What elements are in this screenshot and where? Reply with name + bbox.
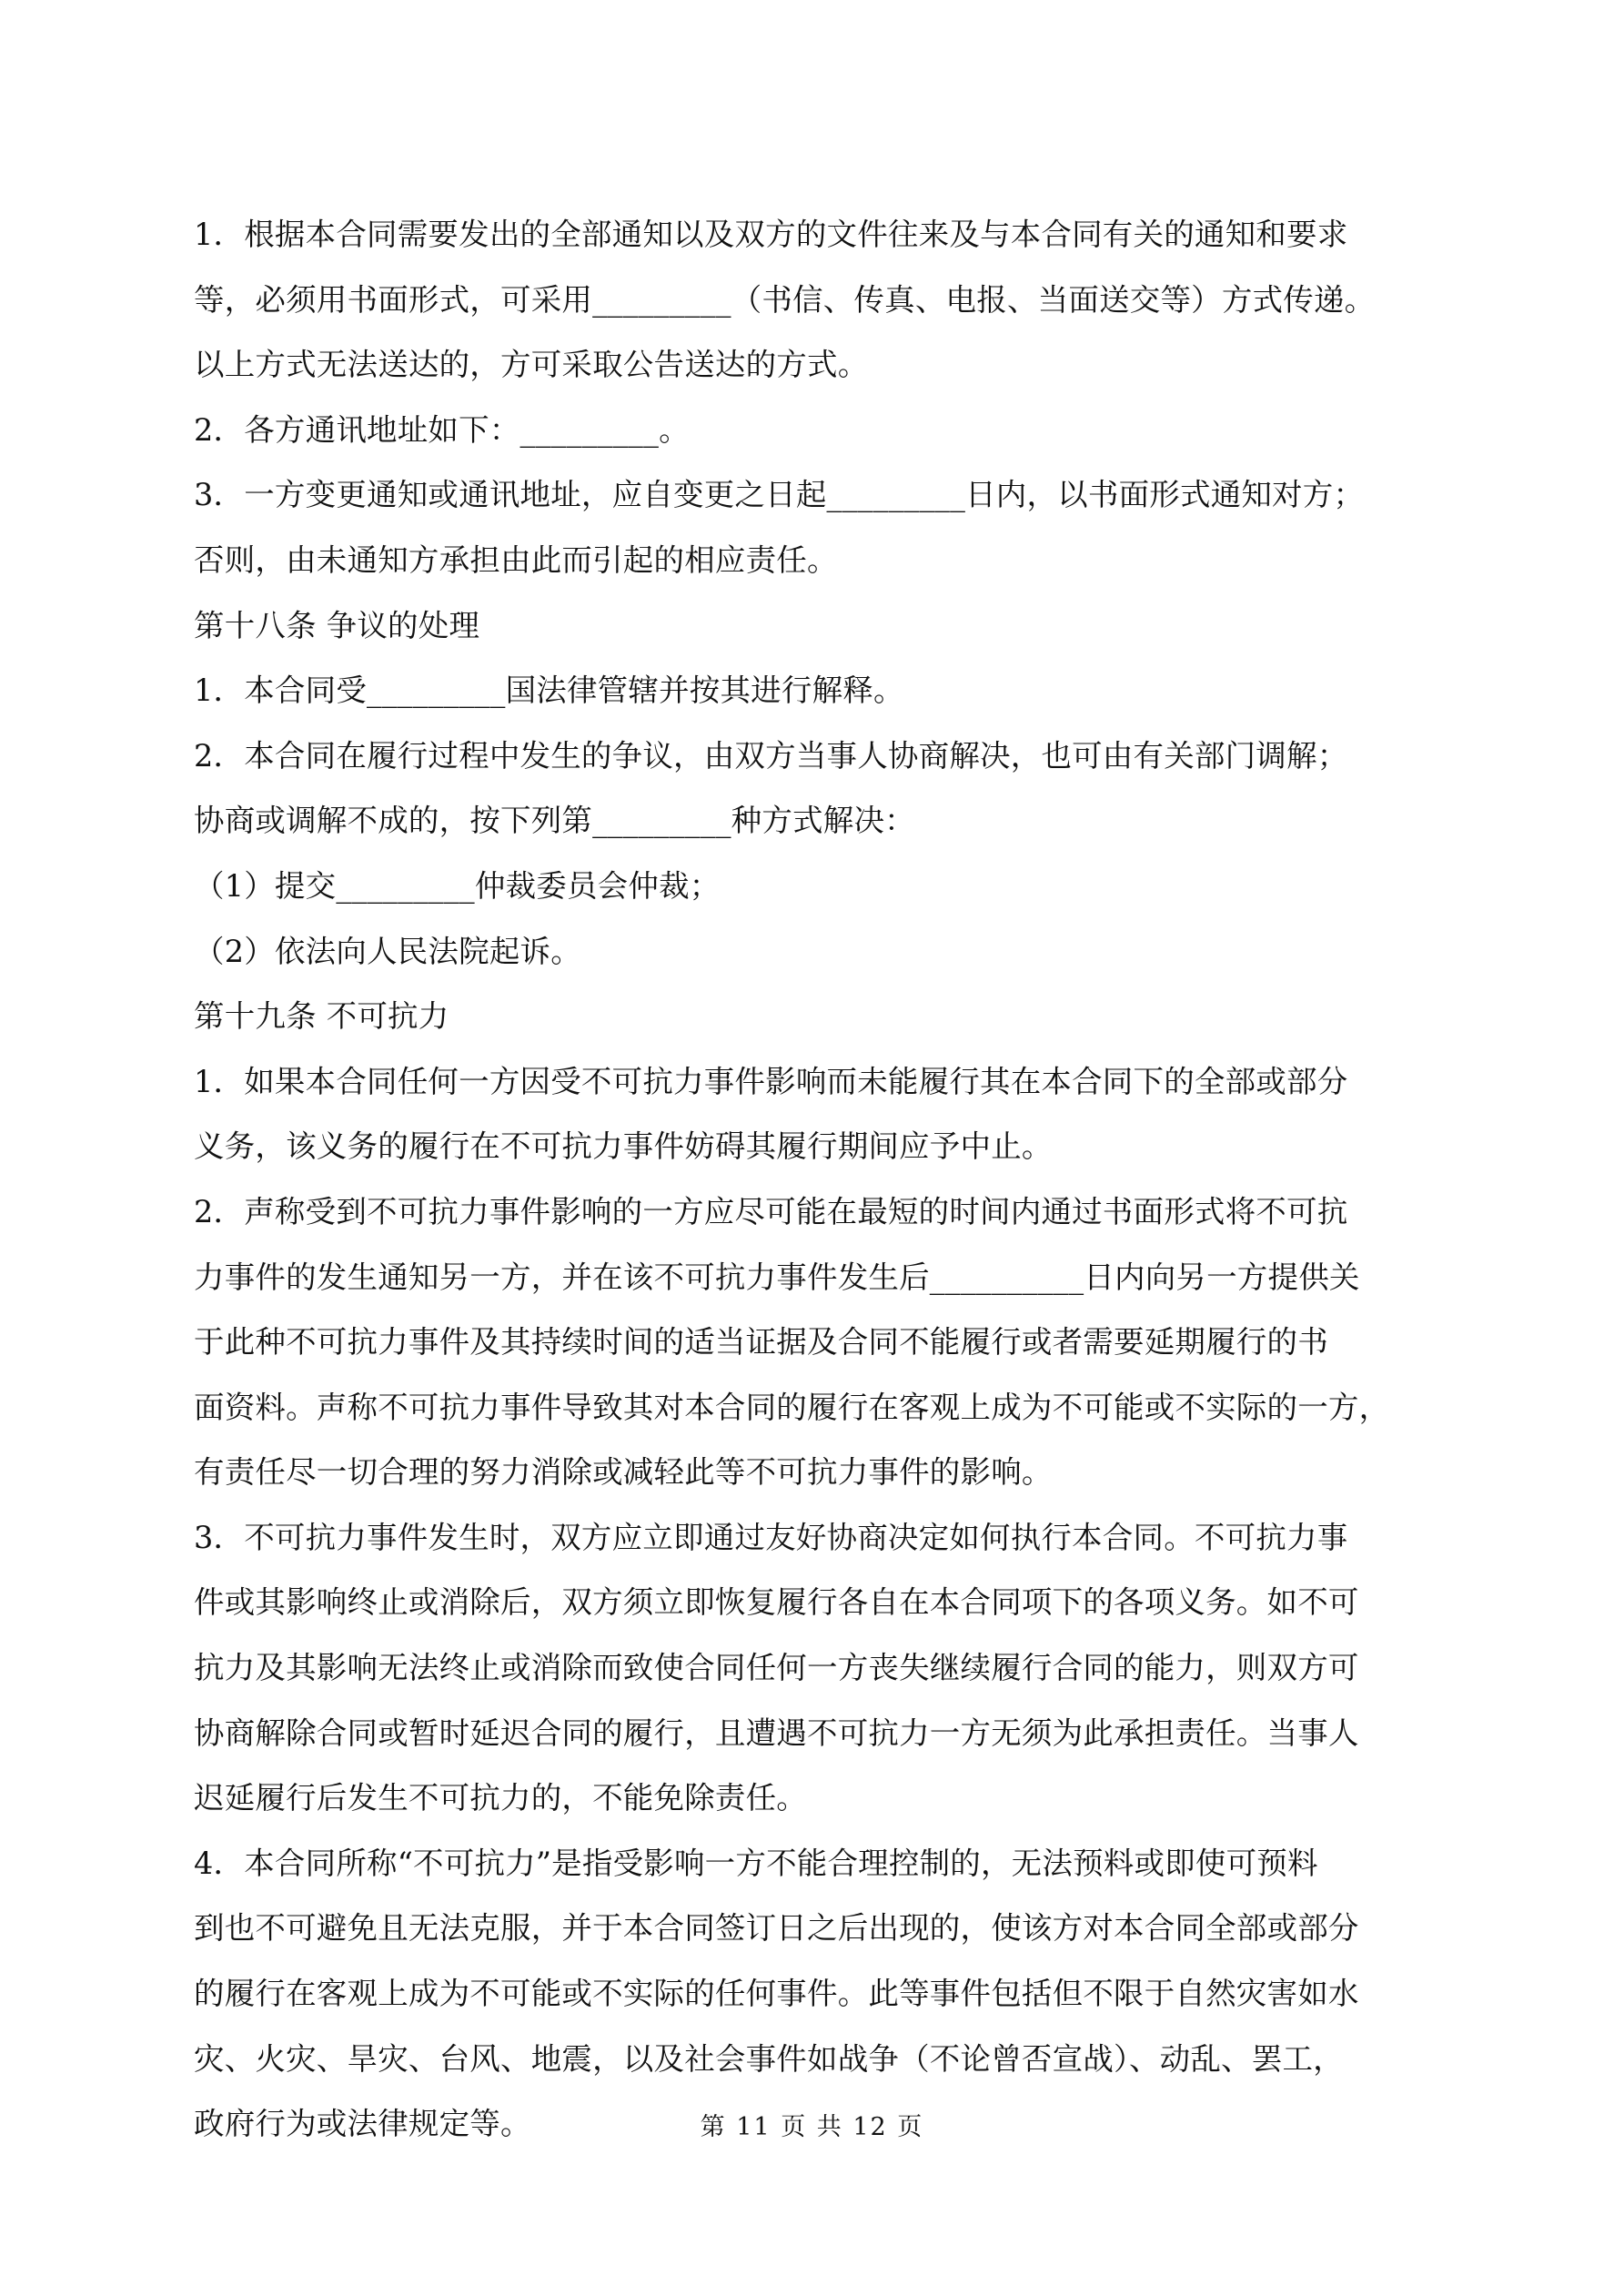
page-number-footer: 第 11 页 共 12 页 bbox=[700, 2113, 924, 2141]
text-line: 以上方式无法送达的，方可采取公告送达的方式。 bbox=[194, 347, 869, 383]
text-line: 4．本合同所称“不可抗力”是指受影响一方不能合理控制的，无法预料或即使可预料 bbox=[194, 1845, 1318, 1881]
text-line: 件或其影响终止或消除后，双方须立即恢复履行各自在本合同项下的各项义务。如不可 bbox=[194, 1584, 1359, 1621]
section-heading: 第十九条 不可抗力 bbox=[194, 998, 449, 1035]
section-heading: 第十八条 争议的处理 bbox=[194, 607, 480, 643]
text-line: 的履行在客观上成为不可能或不实际的任何事件。此等事件包括但不限于自然灾害如水 bbox=[194, 1976, 1359, 2012]
text-line: 灾、火灾、旱灾、台风、地震，以及社会事件如战争（不论曾否宣战）、动乱、罢工， bbox=[194, 2040, 1344, 2077]
text-line: 协商或调解不成的，按下列第_________种方式解决： bbox=[194, 803, 915, 839]
text-line: 3．一方变更通知或通讯地址，应自变更之日起_________日内，以书面形式通知对方； bbox=[194, 477, 1365, 513]
text-line: 3．不可抗力事件发生时，双方应立即通过友好协商决定如何执行本合同。不可抗力事 bbox=[194, 1519, 1348, 1555]
text-line: 1．根据本合同需要发出的全部通知以及双方的文件往来及与本合同有关的通知和要求 bbox=[194, 217, 1348, 252]
text-line: 到也不可避免且无法克服，并于本合同签订日之后出现的，使该方对本合同全部或部分 bbox=[194, 1910, 1359, 1947]
text-line: 有责任尽一切合理的努力消除或减轻此等不可抗力事件的影响。 bbox=[194, 1454, 1053, 1491]
text-line: 等，必须用书面形式，可采用_________（书信、传真、电报、当面送交等）方式传递。 bbox=[194, 281, 1376, 318]
text-line: 义务，该义务的履行在不可抗力事件妨碍其履行期间应予中止。 bbox=[194, 1128, 1053, 1165]
text-line: 1．本合同受_________国法律管辖并按其进行解释。 bbox=[194, 673, 904, 709]
text-line: 2．声称受到不可抗力事件影响的一方应尽可能在最短的时间内通过书面形式将不可抗 bbox=[194, 1193, 1348, 1229]
text-line: 于此种不可抗力事件及其持续时间的适当证据及合同不能履行或者需要延期履行的书 bbox=[194, 1324, 1328, 1360]
text-line: 2．各方通讯地址如下：_________。 bbox=[194, 411, 690, 448]
text-line: 迟延履行后发生不可抗力的，不能免除责任。 bbox=[194, 1780, 807, 1816]
text-line: 协商解除合同或暂时延迟合同的履行，且遭遇不可抗力一方无须为此承担责任。当事人 bbox=[194, 1714, 1359, 1751]
text-line: 2．本合同在履行过程中发生的争议，由双方当事人协商解决，也可由有关部门调解； bbox=[194, 737, 1348, 774]
document-body bbox=[194, 202, 1440, 2157]
text-line: 否则，由未通知方承担由此而引起的相应责任。 bbox=[194, 541, 838, 578]
text-line: 面资料。声称不可抗力事件导致其对本合同的履行在客观上成为不可能或不实际的一方， bbox=[194, 1389, 1390, 1425]
text-line: 力事件的发生通知另一方，并在该不可抗力事件发生后__________日内向另一方提供关 bbox=[194, 1259, 1360, 1295]
text-line: （2）依法向人民法院起诉。 bbox=[194, 933, 581, 969]
text-line: 1．如果本合同任何一方因受不可抗力事件影响而未能履行其在本合同下的全部或部分 bbox=[194, 1063, 1348, 1099]
text-line: 抗力及其影响无法终止或消除而致使合同任何一方丧失继续履行合同的能力，则双方可 bbox=[194, 1650, 1359, 1686]
text-line: （1）提交_________仲裁委员会仲裁； bbox=[194, 867, 721, 904]
text-line: 政府行为或法律规定等。 bbox=[194, 2106, 531, 2142]
